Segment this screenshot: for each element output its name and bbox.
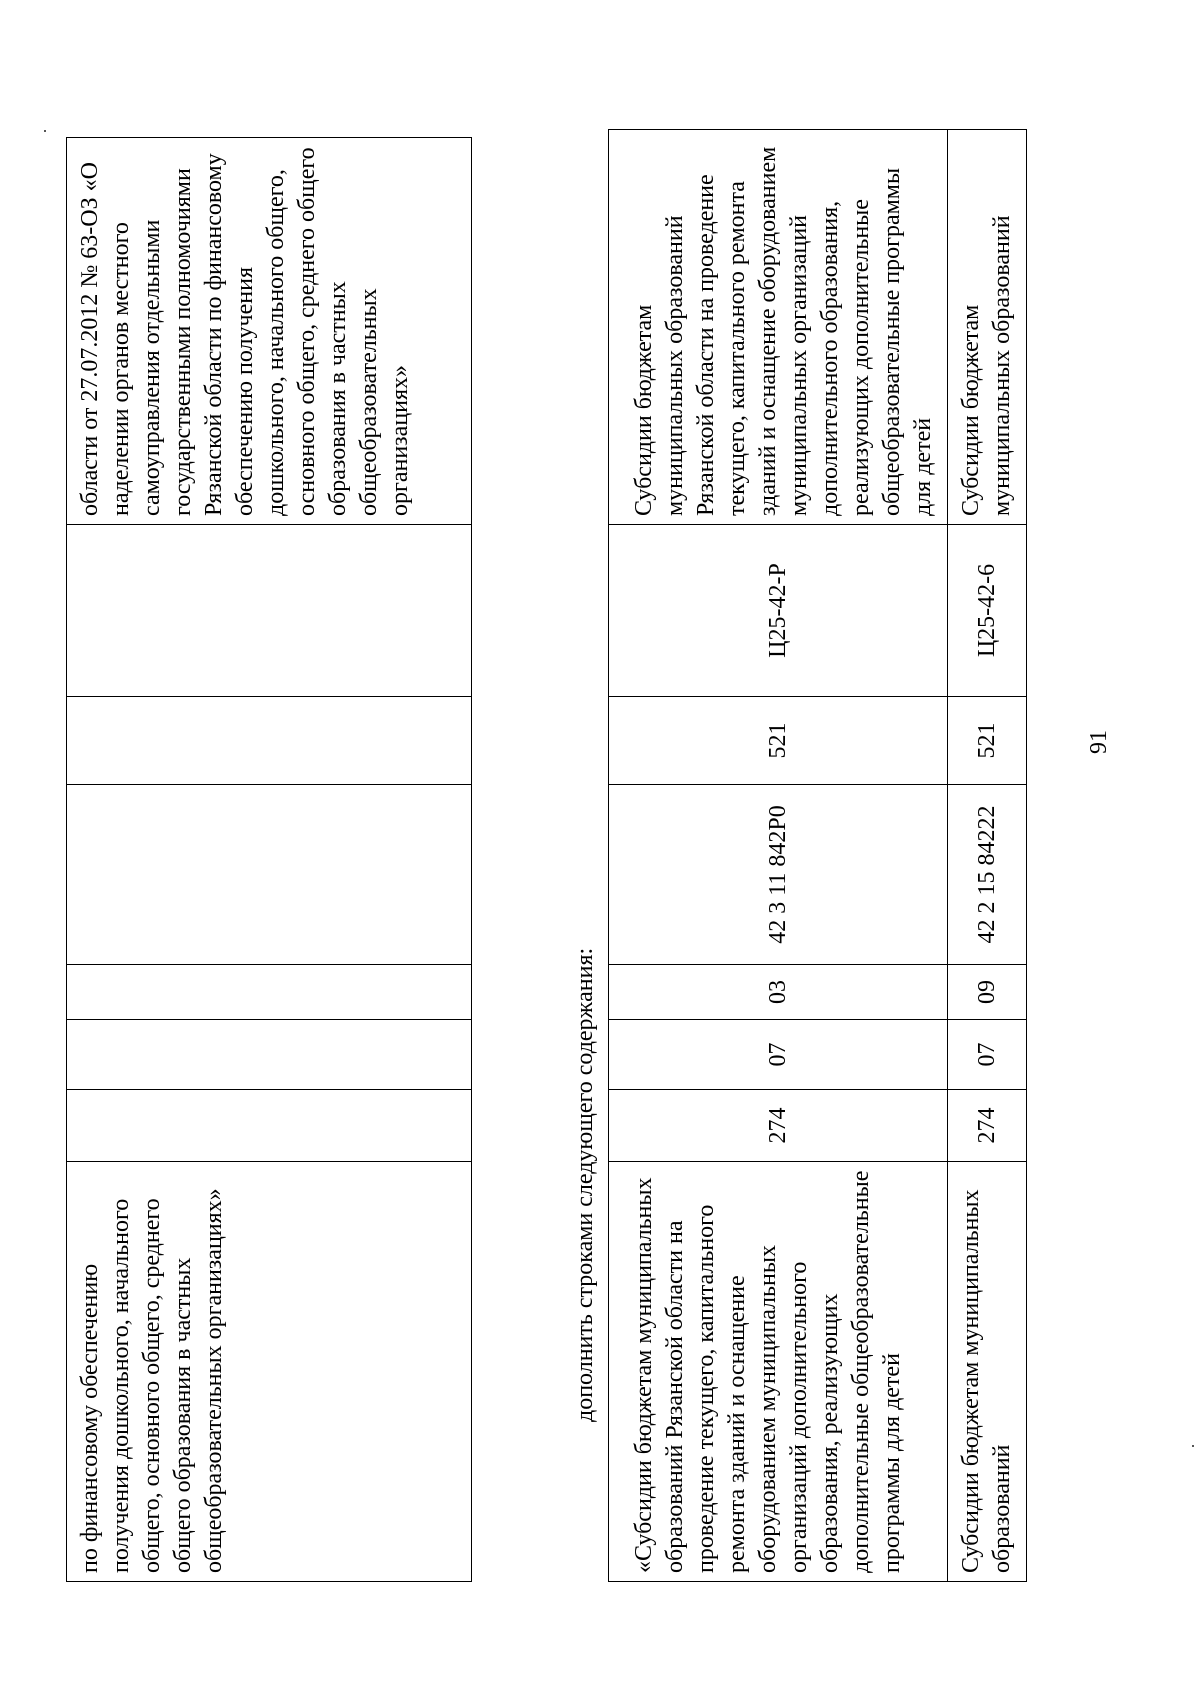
row2-subsection: 09 [948, 965, 1027, 1020]
top-empty-cell [67, 1020, 472, 1090]
row1-target: 42 3 11 842Р0 [609, 785, 948, 965]
row2-description: Субсидии бюджетам муниципальных образований [958, 215, 1015, 516]
row1-section: 07 [609, 1020, 948, 1090]
row2-description-cell [948, 130, 1027, 525]
top-empty-cell [67, 525, 472, 697]
row1-expense-type: 521 [609, 697, 948, 785]
row1-ministry: 274 [609, 1090, 948, 1162]
top-table [66, 137, 472, 1582]
top-empty-cell [67, 965, 472, 1020]
bottom-table [608, 129, 1027, 1582]
top-col1-text: по финансовому обеспечению получения дошкольного, начального общего, основного общего, среднего общего образования в частных общеобразовательных организациях» [77, 1188, 227, 1573]
top-empty-cell [67, 1090, 472, 1162]
row1-subsection: 03 [609, 965, 948, 1020]
row1-code: Ц25-42-Р [609, 525, 948, 697]
top-col8-text: области от 27.07.2012 № 63-ОЗ «О наделении органов местного самоуправления отдельными государственными полномочиями Рязанской области по финансовому обеспечению получения дошкольного, начального общего, основного общего, среднего общего образования в частных общеобразовательных организациях» [77, 147, 413, 516]
intro-text: дополнить строками следующего содержания: [572, 947, 598, 1422]
row1-description: Субсидии бюджетам муниципальных образований Рязанской области на проведение текущего, капитального ремонта зданий и оснащение оборудованием муниципальных организаций дополнительного образования, реализующих дополнительные общеобразовательные программы для детей [631, 146, 936, 516]
row2-name-cell [948, 1162, 1027, 1582]
row1-name: «Субсидии бюджетам муниципальных образований Рязанской области на проведение текущего, капитального ремонта зданий и оснащение оборудованием муниципальных организаций дополнительного образования, реализующих дополнительные общеобразовательные программы для детей [631, 1170, 905, 1573]
table-row [67, 138, 472, 1582]
row1-name-cell [609, 1162, 948, 1582]
row2-section: 07 [948, 1020, 1027, 1090]
page-number: 91 [1086, 730, 1112, 754]
top-col8-cell [67, 138, 472, 525]
table-row [609, 130, 948, 1582]
scan-speck [1192, 1445, 1194, 1447]
top-empty-cell [67, 785, 472, 965]
row2-expense-type: 521 [948, 697, 1027, 785]
row1-description-cell [609, 130, 948, 525]
top-empty-cell [67, 697, 472, 785]
row2-code: Ц25-42-6 [948, 525, 1027, 697]
row2-name: Субсидии бюджетам муниципальных образований [958, 1189, 1015, 1573]
scan-speck [44, 130, 46, 132]
table-row [948, 130, 1027, 1582]
row2-ministry: 274 [948, 1090, 1027, 1162]
row2-target: 42 2 15 84222 [948, 785, 1027, 965]
top-col1-cell [67, 1162, 472, 1582]
